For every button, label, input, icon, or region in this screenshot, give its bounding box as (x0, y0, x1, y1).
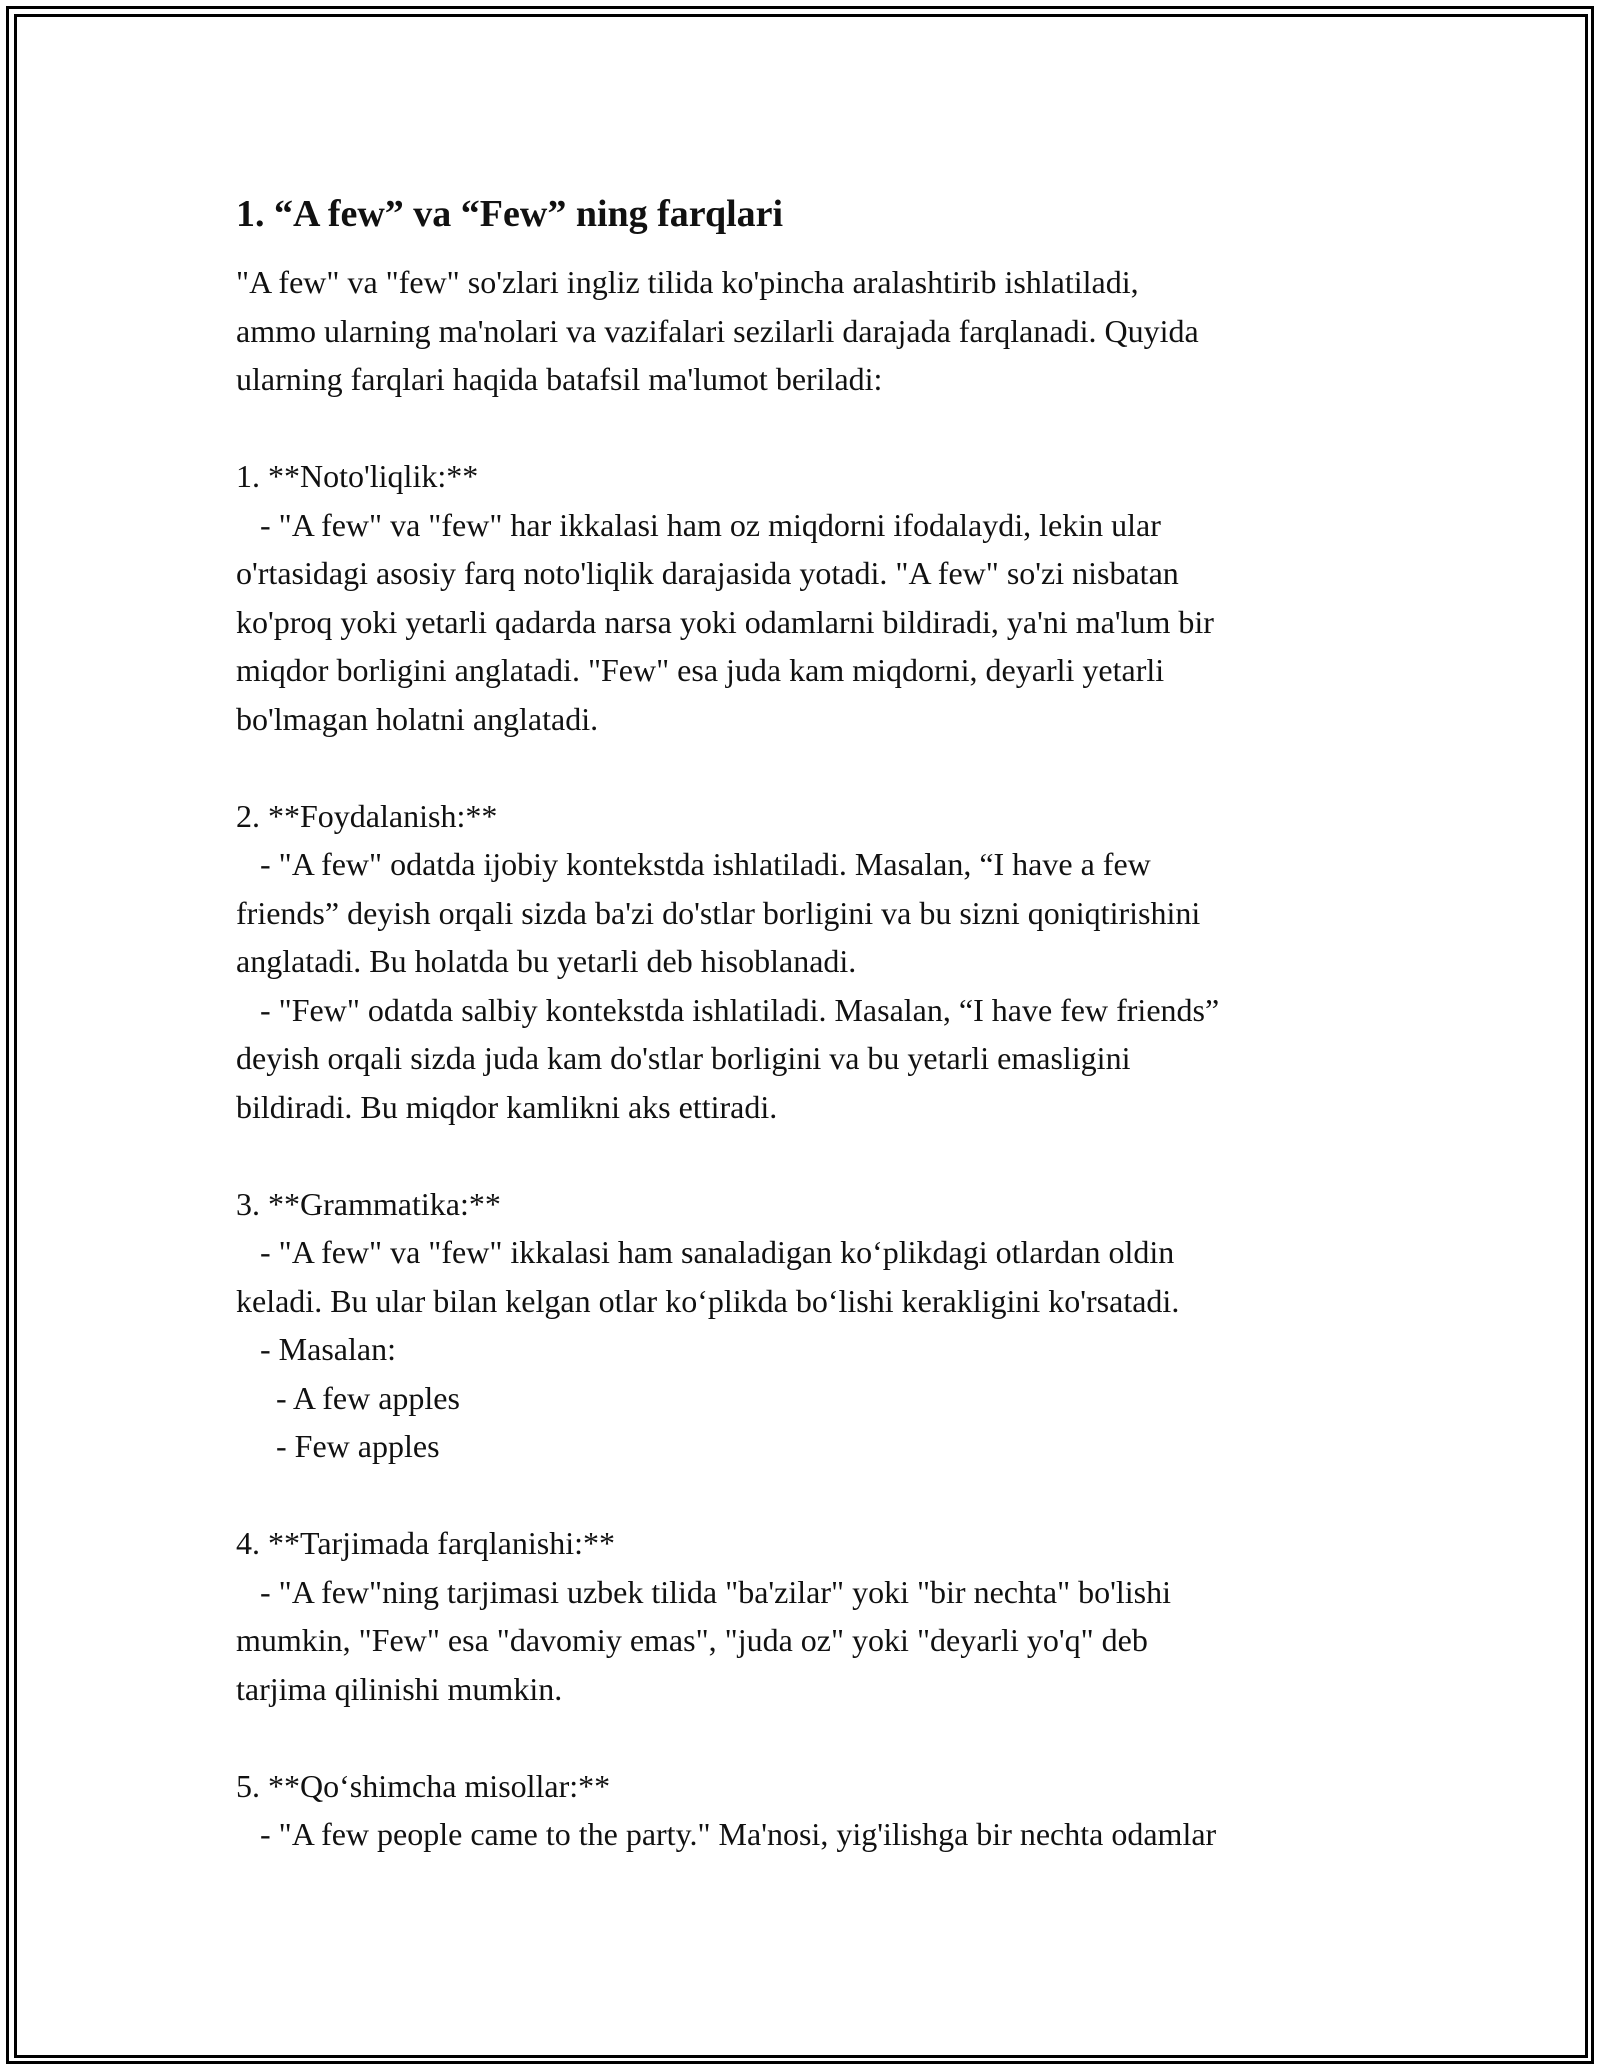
section-foydalanish (236, 792, 1386, 1132)
section-heading: 3. **Grammatika:** (236, 1185, 501, 1222)
text-line: ularning farqlari haqida batafsil ma'lumot beriladi: (236, 361, 883, 397)
text-line: o'rtasidagi asosiy farq noto'liqlik darajasida yotadi. "A few" so'zi nisbatan (236, 555, 1179, 591)
text-line: tarjima qilinishi mumkin. (236, 1670, 563, 1707)
blank-line (236, 1471, 1386, 1520)
text-line: keladi. Bu ular bilan kelgan otlar koʻplikda boʻlishi kerakligini ko'rsatadi. (236, 1282, 1180, 1319)
text-line: ko'proq yoki yetarli qadarda narsa yoki odamlarni bildiradi, ya'ni ma'lum bir (236, 603, 1214, 640)
text-line: - "A few" va "few" har ikkalasi ham oz miqdorni ifodalaydi, lekin ular (236, 506, 1161, 543)
text-line: - "A few" va "few" ikkalasi ham sanaladigan koʻplikdagi otlardan oldin (236, 1234, 1175, 1270)
section-heading: 4. **Tarjimada farqlanishi:** (236, 1525, 615, 1561)
text-line: - "Few" odatda salbiy kontekstda ishlatiladi. Masalan, “I have few friends” (236, 991, 1220, 1028)
section-notoliqlik (236, 452, 1386, 743)
text-line: - "A few people came to the party." Ma'nosi, yig'ilishga bir nechta odamlar (236, 1816, 1217, 1852)
text-line: bo'lmagan holatni anglatadi. (236, 700, 599, 737)
text-line: "A few" va "few" so'zlari ingliz tilida ko'pincha aralashtirib ishlatiladi, (236, 264, 1139, 300)
blank-line (236, 743, 1386, 792)
section-heading: 1. **Noto'liqlik:** (236, 458, 479, 494)
example-line: - A few apples (236, 1379, 460, 1416)
text-line: mumkin, "Few" esa "davomiy emas", "juda oz" yoki "deyarli yo'q" deb (236, 1622, 1148, 1658)
text-line: - Masalan: (236, 1331, 396, 1367)
text-line: anglatadi. Bu holatda bu yetarli deb hisoblanadi. (236, 943, 857, 979)
section-heading: 5. **Qoʻshimcha misollar:** (236, 1767, 611, 1804)
section-grammatika (236, 1180, 1386, 1471)
text-line: miqdor borligini anglatadi. "Few" esa juda kam miqdorni, deyarli yetarli (236, 652, 1165, 688)
text-line: ammo ularning ma'nolari va vazifalari sezilarli darajada farqlanadi. Quyida (236, 312, 1199, 349)
section-qoshimcha (236, 1762, 1386, 1859)
section-heading: 2. **Foydalanish:** (236, 797, 498, 834)
blank-line (236, 1713, 1386, 1762)
example-line: - Few apples (236, 1428, 440, 1464)
text-line: - "A few" odatda ijobiy kontekstda ishlatiladi. Masalan, “I have a few (236, 846, 1151, 882)
blank-line (236, 1131, 1386, 1180)
document-body (236, 188, 1386, 1859)
text-line: deyish orqali sizda juda kam do'stlar borligini va bu yetarli emasligini (236, 1040, 1131, 1076)
document-title: 1. “A few” va “Few” ning farqlari (236, 193, 784, 235)
text-line: - "A few"ning tarjimasi uzbek tilida "ba'zilar" yoki "bir nechta" bo'lishi (236, 1573, 1172, 1610)
text-line: friends” deyish orqali sizda ba'zi do'stlar borligini va bu sizni qoniqtirishini (236, 894, 1201, 931)
intro-paragraph (236, 258, 1386, 404)
blank-line (236, 404, 1386, 453)
section-tarjimada (236, 1519, 1386, 1713)
text-line: bildiradi. Bu miqdor kamlikni aks ettiradi. (236, 1088, 778, 1125)
